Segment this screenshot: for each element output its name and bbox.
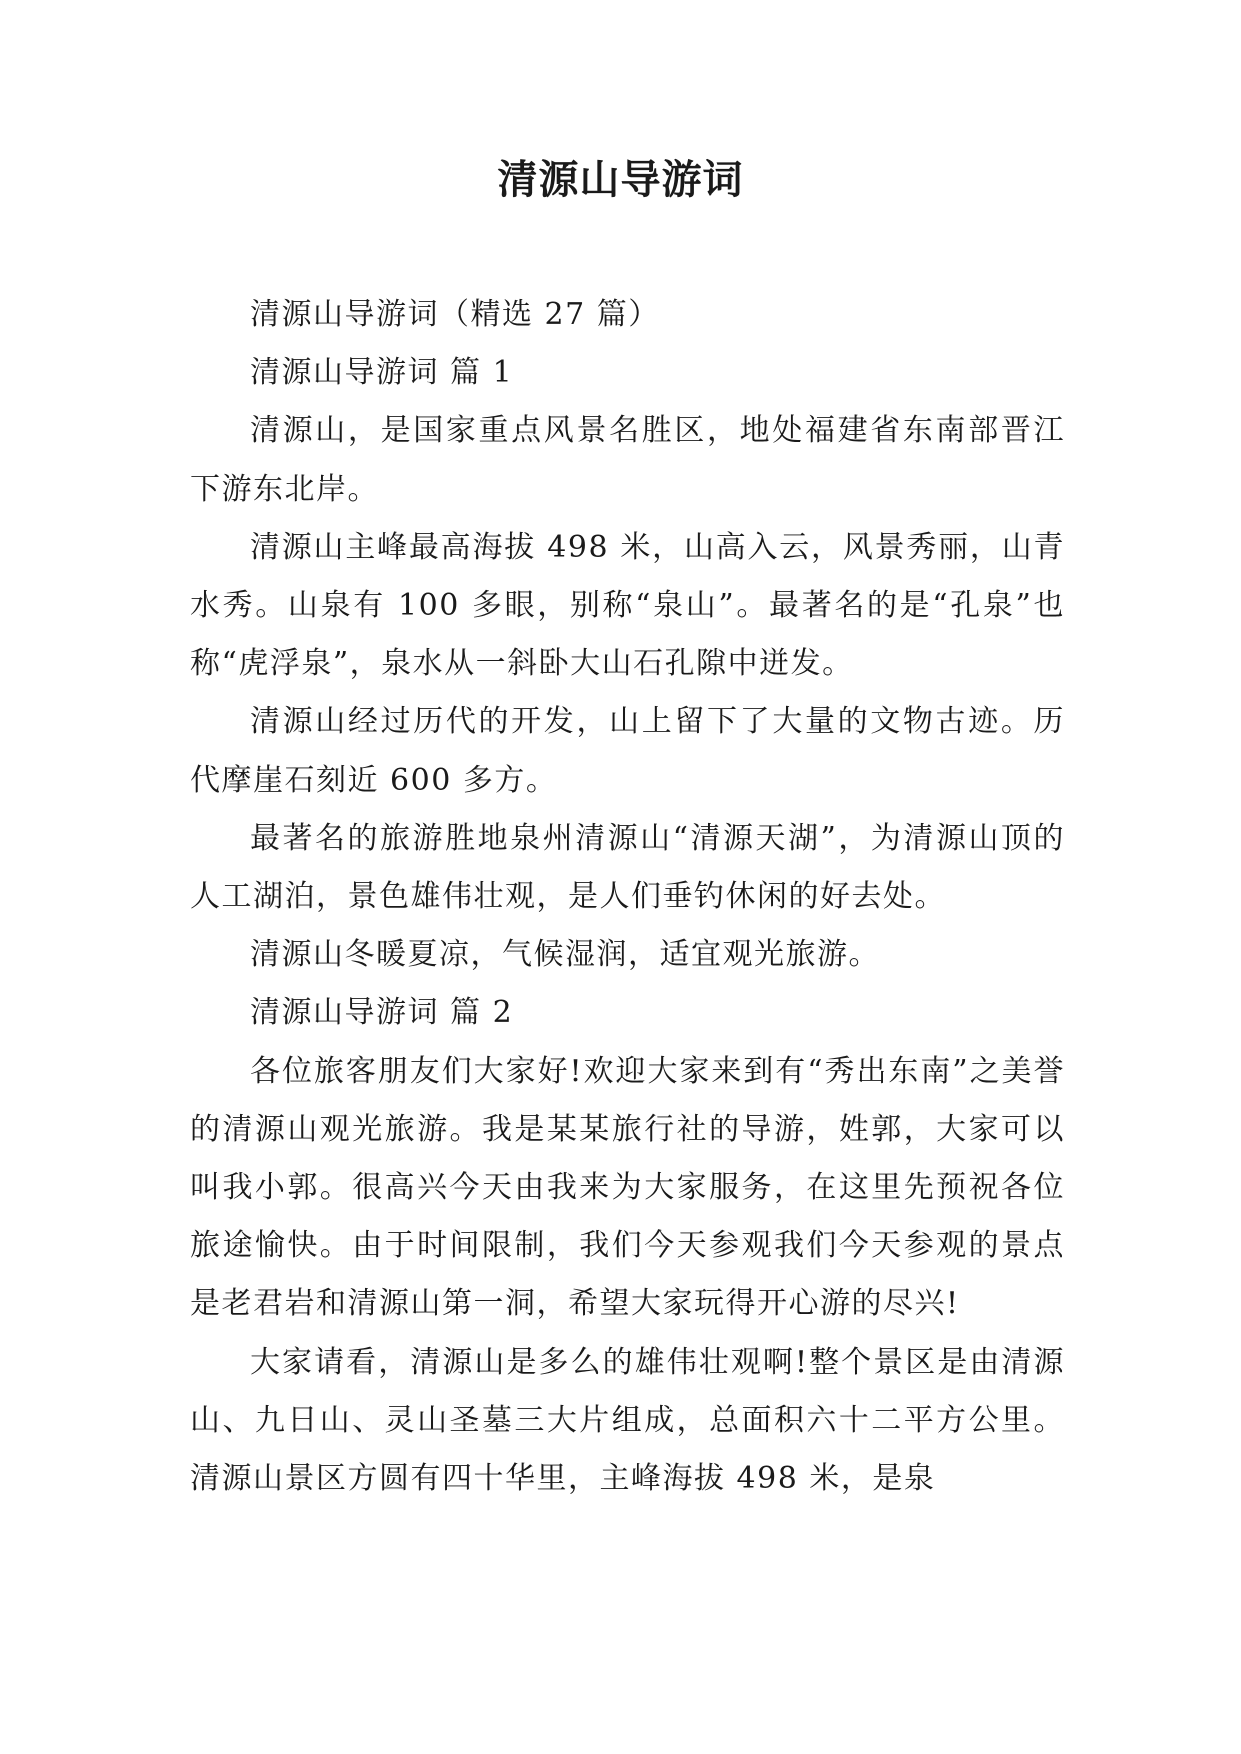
paragraph: 清源山，是国家重点风景名胜区，地处福建省东南部晋江下游东北岸。 [190,413,1065,507]
paragraph: 最著名的旅游胜地泉州清源山“清源天湖”，为清源山顶的人工湖泊，景色雄伟壮观，是人们垂钓休闲的好去处。 [190,820,1065,915]
paragraph: 清源山导游词 篇 2 [250,995,514,1031]
document-title: 清源山导游词 [497,156,744,203]
paragraph: 各位旅客朋友们大家好!欢迎大家来到有“秀出东南”之美誉的清源山观光旅游。我是某某旅行社的导游，姓郭，大家可以叫我小郭。很高兴今天由我来为大家服务，在这里先预祝各位旅途愉快。由于时间限制，我们今天参观我们今天参观的景点是老君岩和清源山第一洞，希望大家玩得开心游的尽兴! [190,1053,1065,1322]
paragraph: 清源山导游词（精选 27 篇） [250,297,660,332]
paragraph: 大家请看，清源山是多么的雄伟壮观啊!整个景区是由清源山、九日山、灵山圣墓三大片组成，总面积六十二平方公里。清源山景区方圆有四十华里，主峰海拔 498 米，是泉 [190,1344,1065,1497]
paragraph: 清源山经过历代的开发，山上留下了大量的文物古迹。历代摩崖石刻近 600 多方。 [190,704,1065,798]
paragraph: 清源山主峰最高海拔 498 米，山高入云，风景秀丽，山青水秀。山泉有 100 多眼，别称“泉山”。最著名的是“孔泉”也称“虎浮泉”，泉水从一斜卧大山石孔隙中迸发。 [190,529,1065,682]
document-body [190,286,1065,1508]
paragraph: 清源山冬暖夏凉，气候湿润，适宜观光旅游。 [250,937,880,973]
paragraph: 清源山导游词 篇 1 [250,355,514,391]
